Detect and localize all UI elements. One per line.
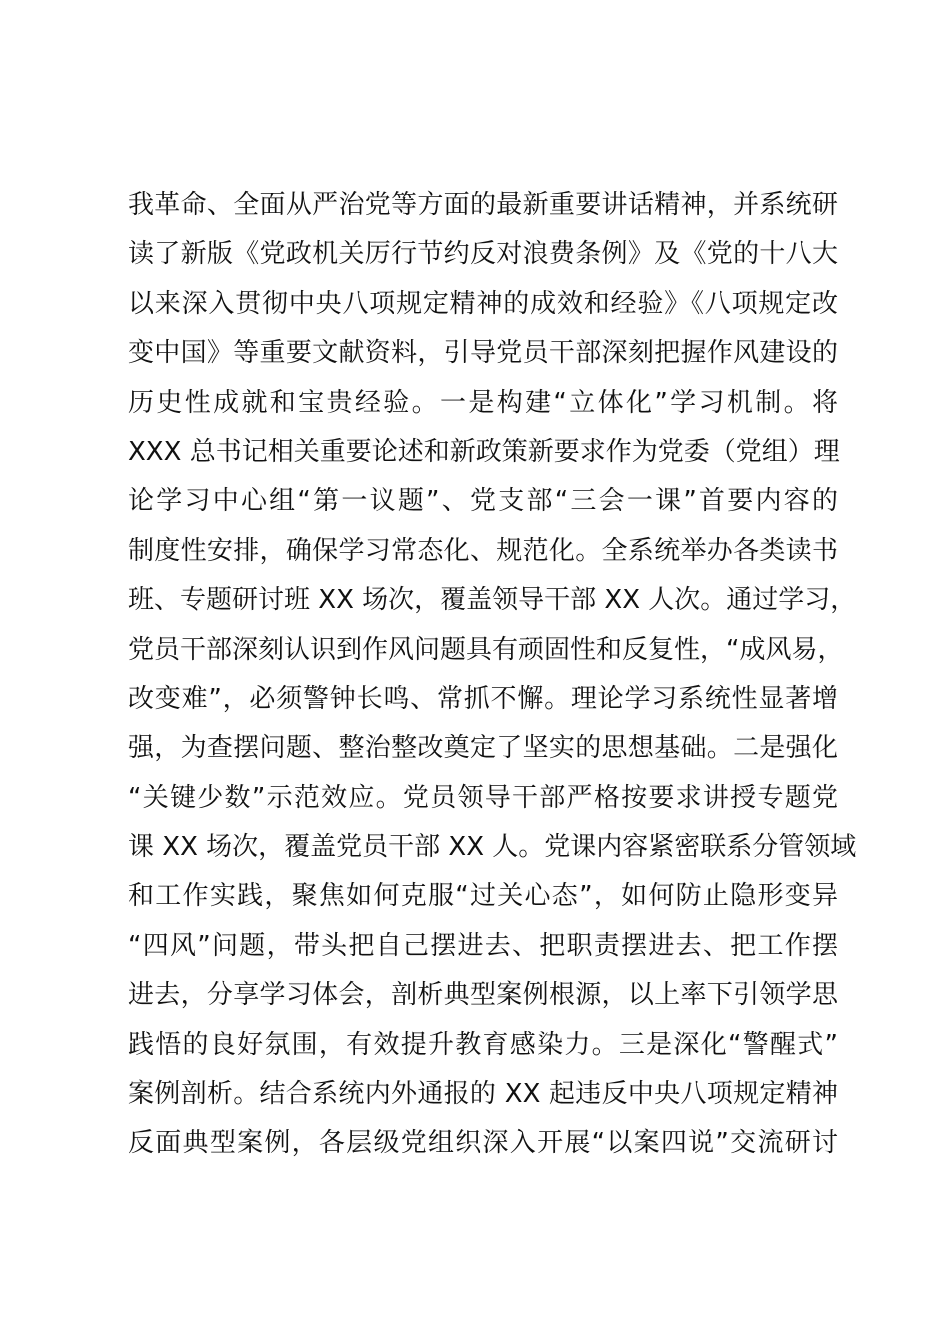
text-line: 课 XX 场次，覆盖党员干部 XX 人。党课内容紧密联系分管领域: [128, 832, 857, 863]
text-line: 和工作实践，聚焦如何克服“过关心态”，如何防止隐形变异: [128, 881, 838, 912]
text-line: 历史性成就和宝贵经验。一是构建“立体化”学习机制。将: [128, 387, 838, 418]
text-line: 强，为查摆问题、整治整改奠定了坚实的思想基础。二是强化: [128, 733, 838, 764]
text-line: 改变难”，必须警钟长鸣、常抓不懈。理论学习系统性显著增: [128, 683, 838, 714]
text-line: 论学习中心组“第一议题”、党支部“三会一课”首要内容的: [128, 486, 838, 517]
text-line: 读了新版《党政机关厉行节约反对浪费条例》及《党的十八大: [128, 239, 838, 270]
text-line: 变中国》等重要文献资料，引导党员干部深刻把握作风建设的: [128, 338, 838, 369]
text-line: 党员干部深刻认识到作风问题具有顽固性和反复性，“成风易，: [128, 634, 844, 665]
text-line: 我革命、全面从严治党等方面的最新重要讲话精神，并系统研: [128, 190, 838, 220]
text-line: “关键少数”示范效应。党员领导干部严格按要求讲授专题党: [128, 782, 838, 813]
text-line: 班、专题研讨班 XX 场次，覆盖领导干部 XX 人次。通过学习，: [128, 585, 857, 616]
text-line: “四风”问题，带头把自己摆进去、把职责摆进去、把工作摆: [128, 930, 838, 961]
body-paragraph: [128, 181, 857, 1169]
text-line: 进去，分享学习体会，剖析典型案例根源，以上率下引领学思: [128, 980, 838, 1011]
text-line: 案例剖析。结合系统内外通报的 XX 起违反中央八项规定精神: [128, 1079, 838, 1110]
text-line: 以来深入贯彻中央八项规定精神的成效和经验》《八项规定改: [128, 288, 838, 319]
text-line: 反面典型案例，各层级党组织深入开展“以案四说”交流研讨: [128, 1128, 838, 1159]
text-line: 制度性安排，确保学习常态化、规范化。全系统举办各类读书: [128, 535, 838, 566]
text-line: XXX 总书记相关重要论述和新政策新要求作为党委（党组）理: [128, 436, 840, 467]
text-line: 践悟的良好氛围，有效提升教育感染力。三是深化“警醒式”: [128, 1029, 838, 1060]
